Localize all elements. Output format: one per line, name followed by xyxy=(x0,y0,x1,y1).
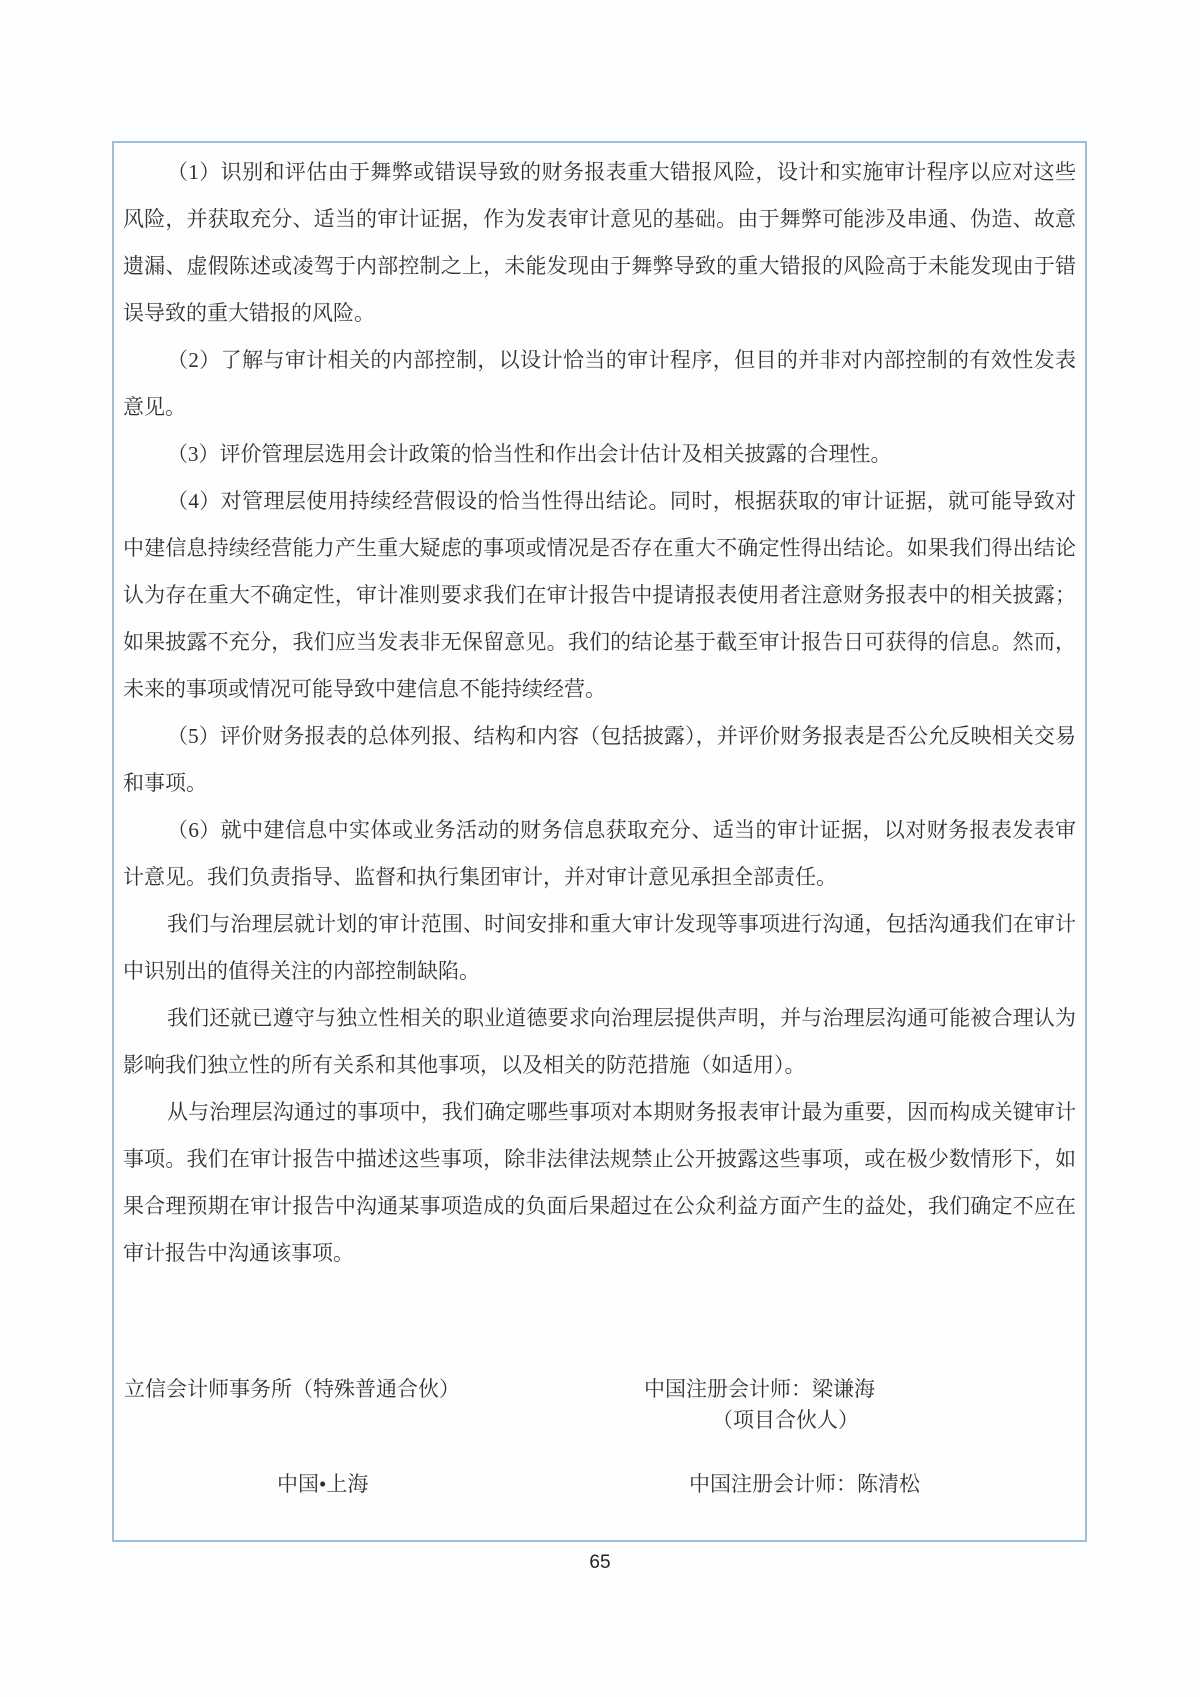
paragraph-independence: 我们还就已遵守与独立性相关的职业道德要求向治理层提供声明，并与治理层沟通可能被合理认为影响我们独立性的所有关系和其他事项，以及相关的防范措施（如适用）。 xyxy=(123,1006,1076,1077)
paragraph-communication: 我们与治理层就计划的审计范围、时间安排和重大审计发现等事项进行沟通，包括沟通我们在审计中识别出的值得关注的内部控制缺陷。 xyxy=(123,912,1076,983)
firm-location: 中国•上海 xyxy=(277,1472,369,1496)
paragraph-5: （5）评价财务报表的总体列报、结构和内容（包括披露），并评价财务报表是否公允反映相关交易和事项。 xyxy=(123,724,1076,795)
paragraph-3: （3）评价管理层选用会计政策的恰当性和作出会计估计及相关披露的合理性。 xyxy=(167,442,892,466)
page-number: 65 xyxy=(589,1552,611,1573)
paragraph-key-audit-matters: 从与治理层沟通过的事项中，我们确定哪些事项对本期财务报表审计最为重要，因而构成关键审计事项。我们在审计报告中描述这些事项，除非法律法规禁止公开披露这些事项，或在极少数情形下，如果合理预期在审计报告中沟通某事项造成的负面后果超过在公众利益方面产生的益处，我们确定不应在审计报告中沟通该事项。 xyxy=(123,1100,1076,1265)
audit-report-box xyxy=(112,141,1087,1542)
paragraph-4: （4）对管理层使用持续经营假设的恰当性得出结论。同时，根据获取的审计证据，就可能导致对中建信息持续经营能力产生重大疑虑的事项或情况是否存在重大不确定性得出结论。如果我们得出结论认为存在重大不确定性，审计准则要求我们在审计报告中提请报表使用者注意财务报表中的相关披露；如果披露不充分，我们应当发表非无保留意见。我们的结论基于截至审计报告日可获得的信息。然而，未来的事项或情况可能导致中建信息不能持续经营。 xyxy=(123,489,1076,701)
paragraph-2: （2）了解与审计相关的内部控制，以设计恰当的审计程序，但目的并非对内部控制的有效性发表意见。 xyxy=(123,348,1076,419)
cpa-signature-partner: 中国注册会计师：梁谦海 xyxy=(644,1377,875,1401)
paragraph-1: （1）识别和评估由于舞弊或错误导致的财务报表重大错报风险，设计和实施审计程序以应对这些风险，并获取充分、适当的审计证据，作为发表审计意见的基础。由于舞弊可能涉及串通、伪造、故意遗漏、虚假陈述或凌驾于内部控制之上，未能发现由于舞弊导致的重大错报的风险高于未能发现由于错误导致的重大错报的风险。 xyxy=(123,160,1076,325)
paragraph-6: （6）就中建信息中实体或业务活动的财务信息获取充分、适当的审计证据，以对财务报表发表审计意见。我们负责指导、监督和执行集团审计，并对审计意见承担全部责任。 xyxy=(123,818,1076,889)
audit-report-body xyxy=(114,143,1085,1277)
cpa-signature-second: 中国注册会计师：陈清松 xyxy=(689,1472,920,1496)
audit-firm-name: 立信会计师事务所（特殊普通合伙） xyxy=(124,1377,460,1401)
cpa-role-project-partner: （项目合伙人） xyxy=(712,1408,859,1432)
